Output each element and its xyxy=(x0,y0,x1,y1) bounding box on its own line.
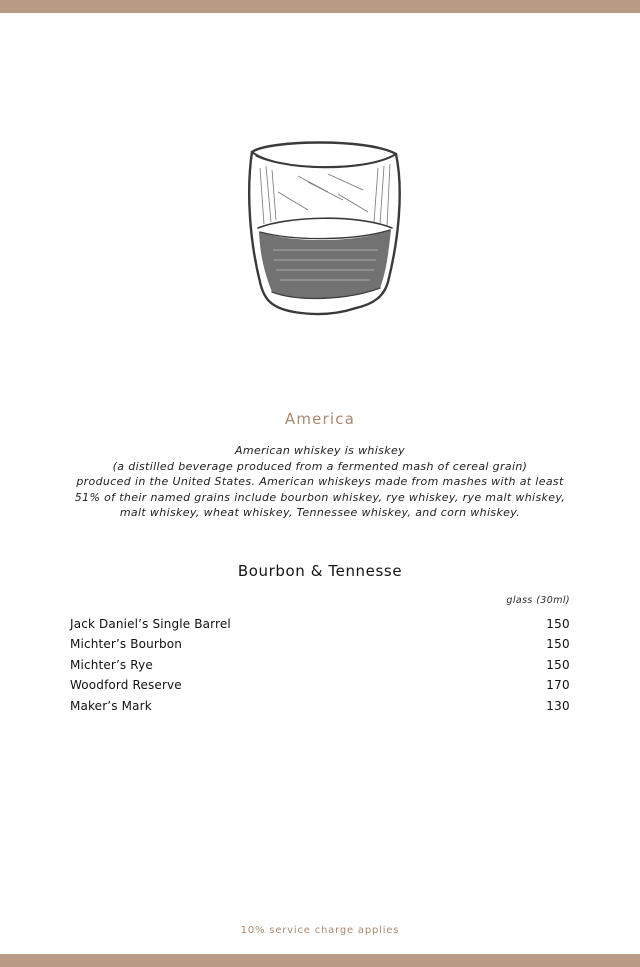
bottom-border-bar xyxy=(0,954,640,967)
service-charge-note: 10% service charge applies xyxy=(240,925,400,936)
menu-item-price: 150 xyxy=(546,617,570,631)
description-line: (a distilled beverage produced from a fermented mash of cereal grain) xyxy=(112,459,528,473)
menu-item-name: Michter’s Rye xyxy=(70,657,153,672)
menu-item-name: Maker’s Mark xyxy=(70,698,152,713)
menu-item-price: 150 xyxy=(546,657,570,672)
menu-item-name: Jack Daniel’s Single Barrel xyxy=(70,617,231,631)
top-border-bar xyxy=(0,0,640,13)
menu-item-price: 150 xyxy=(546,637,570,652)
menu-item xyxy=(70,655,570,675)
section-description xyxy=(60,443,580,521)
description-line: American whiskey is whiskey xyxy=(235,444,405,457)
menu-list xyxy=(70,614,570,716)
price-column-header: glass (30ml) xyxy=(506,595,570,606)
description-line: malt whiskey, wheat whiskey, Tennessee whiskey, and corn whiskey. xyxy=(119,506,521,520)
menu-item-name: Michter’s Bourbon xyxy=(70,637,183,652)
section-title: America xyxy=(284,410,356,428)
menu-item-name: Woodford Reserve xyxy=(70,678,182,693)
menu-item-price: 130 xyxy=(546,698,570,713)
category-title: Bourbon & Tennesse xyxy=(237,562,403,580)
menu-item xyxy=(70,614,570,634)
whiskey-glass-icon xyxy=(238,132,408,322)
description-line: produced in the United States. American whiskeys made from mashes with at least xyxy=(76,475,564,489)
menu-item-price: 170 xyxy=(546,678,570,693)
menu-item xyxy=(70,634,570,654)
menu-item xyxy=(70,696,570,716)
menu-item xyxy=(70,675,570,695)
description-line: 51% of their named grains include bourbon whiskey, rye whiskey, rye malt whiskey, xyxy=(74,490,566,504)
